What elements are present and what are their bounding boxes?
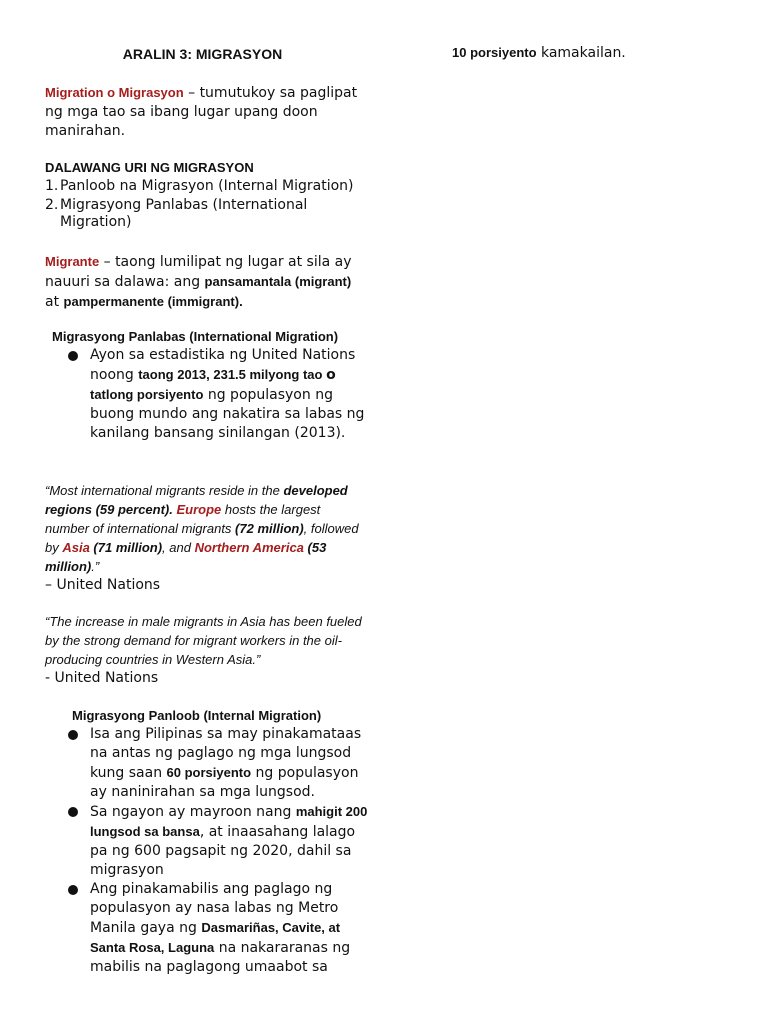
- list-item: [45, 197, 355, 231]
- bullet-icon: [68, 351, 78, 361]
- right-rest: kamakailan.: [536, 45, 626, 61]
- migrante-text: – taong lumilipat ng lugar at sila ay nauuri sa dalawa: ang: [45, 254, 352, 290]
- bullet-icon: [68, 730, 78, 740]
- types-heading: DALAWANG URI NG MIGRASYON: [45, 160, 254, 175]
- quote-block-1: [45, 481, 365, 595]
- international-heading: Migrasyong Panlabas (International Migration): [52, 329, 339, 344]
- bullet-icon: [68, 885, 78, 895]
- list-item: Ang pinakamabilis ang paglago ng populasyon ay nasa labas ng Metro Manila gaya ng Dasmariñas, Cavite, at Santa Rosa, Laguna na nakararanas ng mabilis na paglagong umaabot sa: [45, 880, 375, 977]
- right-column-text: [452, 45, 626, 61]
- migrante-term: Migrante: [45, 254, 100, 269]
- right-bold: 10 porsiyento: [452, 45, 537, 60]
- quote-block-2: [45, 612, 365, 688]
- list-number: 1.: [45, 178, 59, 194]
- quote-attribution: – United Nations: [45, 577, 161, 593]
- list-item: Sa ngayon ay mayroon nang mahigit 200 lungsod sa bansa, at inaasahang lalago pa ng 600 pagsapit ng 2020, dahil sa migrasyon: [45, 802, 375, 880]
- migrante-conj: at: [45, 294, 64, 310]
- bullet-text: ng populasyon ng buong mundo ang nakatira sa labas ng kanilang bansang sinilangan (2013).: [90, 387, 365, 441]
- page-title: ARALIN 3: MIGRASYON: [122, 46, 283, 62]
- quote-text: “Most international migrants reside in the developed regions (59 percent). Europe hosts the largest number of international migrants (72 million), followed by Asia (71 million), and Northern America (53 million).”: [45, 483, 359, 574]
- list-label: Panloob na Migrasyon (Internal Migration): [60, 178, 354, 194]
- immigrant-term: pampermanente (immigrant).: [63, 294, 243, 309]
- internal-bullets: [45, 725, 375, 977]
- bullet-text: Ayon sa estadistika ng United Nations noong: [90, 347, 356, 383]
- list-number: 2.: [45, 197, 59, 213]
- bullet-bold-o: o: [326, 367, 336, 383]
- types-list: [45, 178, 355, 233]
- list-item: Isa ang Pilipinas sa may pinakamataas na antas ng paglago ng mga lungsod kung saan 60 porsiyento ng populasyon ay naninirahan sa mga lungsod.: [45, 725, 375, 802]
- list-item: [45, 178, 355, 195]
- bullet-icon: [68, 807, 78, 817]
- migration-term: Migration o Migrasyon: [45, 85, 184, 100]
- bullet-bold: taong 2013, 231.5 milyong tao: [138, 367, 327, 382]
- quote-text: “The increase in male migrants in Asia has been fueled by the strong demand for migrant workers in the oil-producing countries in Western Asia.”: [45, 614, 362, 667]
- migration-definition-text: – tumutukoy sa paglipat ng mga tao sa ibang lugar upang doon manirahan.: [45, 85, 358, 139]
- list-label: Migrasyong Panlabas (International Migration): [60, 197, 308, 230]
- bullet-bold: tatlong porsiyento: [90, 387, 204, 402]
- international-bullets: [45, 346, 375, 443]
- migrant-term: pansamantala (migrant): [204, 274, 352, 289]
- internal-heading: Migrasyong Panloob (Internal Migration): [72, 708, 322, 723]
- migration-definition: [45, 83, 375, 141]
- migrante-definition: [45, 252, 365, 312]
- quote-attribution: - United Nations: [45, 670, 159, 686]
- list-item: [45, 346, 375, 443]
